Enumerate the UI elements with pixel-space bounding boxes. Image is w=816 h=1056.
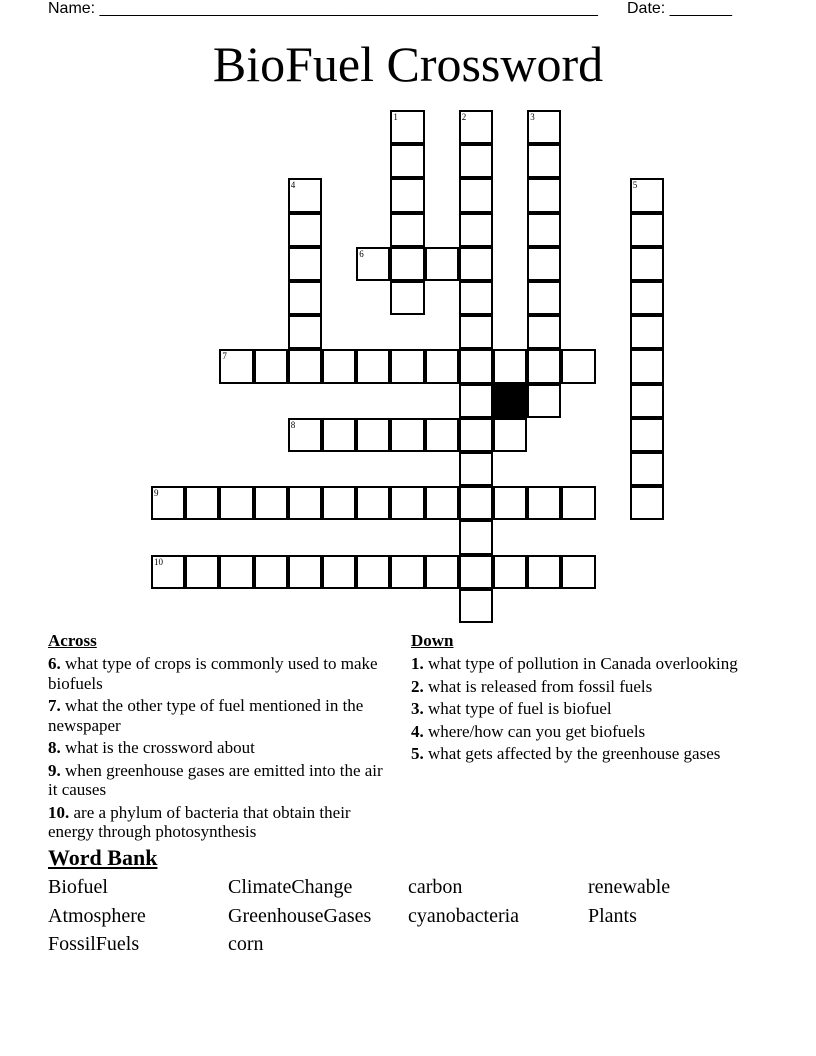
clue-number: 2. [411, 676, 424, 696]
crossword-cell[interactable] [425, 349, 459, 383]
crossword-cell[interactable] [288, 247, 322, 281]
crossword-cell[interactable] [527, 315, 561, 349]
crossword-cell[interactable] [493, 349, 527, 383]
crossword-cell[interactable] [527, 213, 561, 247]
clue-number-label: 3 [530, 112, 535, 122]
clue-down [411, 722, 751, 742]
crossword-cell[interactable] [425, 486, 459, 520]
crossword-cell[interactable] [493, 418, 527, 452]
clue-text: are a phylum of bacteria that obtain their energy through photosynthesis [48, 802, 351, 841]
crossword-cell[interactable] [254, 349, 288, 383]
crossword-cell[interactable] [630, 384, 664, 418]
crossword-cell[interactable] [288, 486, 322, 520]
crossword-cell[interactable] [493, 555, 527, 589]
crossword-cell[interactable] [630, 247, 664, 281]
crossword-cell[interactable] [151, 555, 185, 589]
clue-number: 8. [48, 738, 61, 757]
crossword-cell[interactable] [219, 349, 253, 383]
crossword-cell[interactable] [288, 178, 322, 212]
word-bank-title: Word Bank [48, 845, 158, 870]
clue-text: where/how can you get biofuels [428, 721, 646, 741]
crossword-cell[interactable] [356, 349, 390, 383]
clue-across [48, 803, 393, 842]
crossword-cell[interactable] [630, 315, 664, 349]
word-bank-item: corn [228, 933, 264, 955]
word-bank-item: cyanobacteria [408, 904, 520, 927]
crossword-cell[interactable] [425, 247, 459, 281]
crossword-cell[interactable] [356, 486, 390, 520]
clue-across [48, 761, 393, 800]
crossword-cell[interactable] [390, 281, 424, 315]
crossword-cell[interactable] [322, 486, 356, 520]
crossword-cell[interactable] [459, 110, 493, 144]
clue-number-label: 10 [154, 556, 163, 567]
crossword-cell[interactable] [219, 555, 253, 589]
crossword-block [493, 384, 527, 418]
crossword-cell[interactable] [185, 486, 219, 520]
crossword-cell[interactable] [630, 486, 664, 520]
clue-across [48, 654, 393, 693]
clue-number: 6. [48, 654, 61, 673]
word-bank-item: FossilFuels [48, 933, 140, 955]
crossword-cell[interactable] [459, 247, 493, 281]
crossword-cell[interactable] [630, 349, 664, 383]
crossword-cell[interactable] [254, 555, 288, 589]
crossword-cell[interactable] [459, 452, 493, 486]
crossword-cell[interactable] [527, 486, 561, 520]
crossword-cell[interactable] [390, 555, 424, 589]
crossword-cell[interactable] [459, 213, 493, 247]
crossword-cell[interactable] [561, 486, 595, 520]
word-bank-item: renewable [588, 876, 671, 898]
clue-number: 1. [411, 654, 424, 673]
word-bank-item: Plants [588, 904, 637, 927]
crossword-cell[interactable] [527, 555, 561, 589]
crossword-cell[interactable] [630, 452, 664, 486]
crossword-cell[interactable] [356, 418, 390, 452]
clue-down [411, 654, 751, 674]
crossword-cell[interactable] [459, 589, 493, 623]
clue-number: 7. [48, 696, 61, 715]
crossword-cell[interactable] [527, 144, 561, 178]
clue-number: 10. [48, 802, 70, 822]
clue-across [48, 738, 393, 758]
crossword-cell[interactable] [630, 178, 664, 212]
clue-number: 3. [411, 699, 424, 718]
clue-number: 5. [411, 744, 424, 763]
crossword-cell[interactable] [356, 247, 390, 281]
word-bank-item: carbon [408, 876, 463, 898]
word-bank-item: GreenhouseGases [228, 904, 372, 927]
clue-text: when greenhouse gases are emitted into the air it causes [48, 760, 383, 799]
word-bank-item: ClimateChange [228, 876, 353, 898]
crossword-cell[interactable] [527, 247, 561, 281]
word-bank [48, 873, 768, 959]
clue-across [48, 696, 393, 735]
crossword-cell[interactable] [630, 281, 664, 315]
crossword-cell[interactable] [493, 486, 527, 520]
clue-text: what is released from fossil fuels [428, 676, 653, 696]
clue-number: 9. [48, 760, 61, 780]
crossword-cell[interactable] [322, 349, 356, 383]
crossword-cell[interactable] [561, 349, 595, 383]
clue-text: what type of pollution in Canada overlooking [428, 654, 738, 673]
crossword-cell[interactable] [390, 144, 424, 178]
crossword-cell[interactable] [425, 555, 459, 589]
crossword-cell[interactable] [459, 486, 493, 520]
crossword-cell[interactable] [390, 486, 424, 520]
down-heading: Down [411, 631, 454, 650]
crossword-cell[interactable] [459, 349, 493, 383]
crossword-cell[interactable] [630, 418, 664, 452]
crossword-cell[interactable] [390, 418, 424, 452]
crossword-cell[interactable] [390, 247, 424, 281]
clue-text: what gets affected by the greenhouse gases [428, 744, 721, 763]
page-title: BioFuel Crossword [212, 36, 604, 92]
crossword-cell[interactable] [288, 213, 322, 247]
crossword-cell[interactable] [390, 110, 424, 144]
clue-number-label: 1 [393, 112, 398, 122]
clue-number-label: 4 [290, 180, 296, 191]
crossword-cell[interactable] [527, 349, 561, 383]
name-field[interactable]: Name: ________________________________________________________ [48, 0, 598, 17]
crossword-cell[interactable] [322, 418, 356, 452]
crossword-cell[interactable] [288, 315, 322, 349]
crossword-cell[interactable] [561, 555, 595, 589]
crossword-cell[interactable] [459, 178, 493, 212]
crossword-cell[interactable] [459, 384, 493, 418]
clue-number-label: 5 [632, 180, 638, 191]
clue-number-label: 8 [290, 419, 296, 430]
crossword-cell[interactable] [459, 144, 493, 178]
clue-number: 4. [411, 721, 424, 741]
crossword-cell[interactable] [425, 418, 459, 452]
crossword-cell[interactable] [459, 555, 493, 589]
crossword-cell[interactable] [459, 520, 493, 554]
crossword-cell[interactable] [527, 110, 561, 144]
down-clues [411, 630, 751, 767]
crossword-cell[interactable] [288, 418, 322, 452]
clue-number-label: 6 [359, 248, 364, 259]
clue-number-label: 2 [461, 112, 467, 122]
crossword-cell[interactable] [390, 178, 424, 212]
crossword-cell[interactable] [322, 555, 356, 589]
across-heading: Across [48, 631, 97, 650]
clue-text: what type of crops is commonly used to make biofuels [48, 654, 378, 693]
word-bank-item: Atmosphere [48, 904, 146, 927]
crossword-cell[interactable] [288, 349, 322, 383]
clue-text: what is the crossword about [65, 738, 255, 757]
clue-down [411, 744, 751, 764]
clue-number-label: 7 [222, 351, 227, 362]
crossword-cell[interactable] [630, 213, 664, 247]
crossword-cell[interactable] [459, 418, 493, 452]
crossword-cell[interactable] [151, 486, 185, 520]
crossword-cell[interactable] [219, 486, 253, 520]
crossword-cell[interactable] [288, 555, 322, 589]
crossword-cell[interactable] [527, 281, 561, 315]
crossword-cell[interactable] [527, 384, 561, 418]
date-field[interactable]: Date: _______ [627, 0, 732, 17]
crossword-cell[interactable] [390, 213, 424, 247]
crossword-cell[interactable] [527, 178, 561, 212]
crossword-cell[interactable] [459, 281, 493, 315]
clue-text: what the other type of fuel mentioned in the newspaper [48, 696, 364, 735]
crossword-cell[interactable] [356, 555, 390, 589]
crossword-cell[interactable] [185, 555, 219, 589]
crossword-cell[interactable] [254, 486, 288, 520]
clue-text: what type of fuel is biofuel [428, 699, 612, 718]
crossword-cell[interactable] [459, 315, 493, 349]
crossword-cell[interactable] [288, 281, 322, 315]
clue-number-label: 9 [154, 488, 159, 499]
clue-down [411, 677, 751, 697]
clue-down [411, 699, 751, 719]
word-bank-item: Biofuel [48, 876, 108, 898]
crossword-cell[interactable] [390, 349, 424, 383]
across-clues [48, 630, 393, 845]
